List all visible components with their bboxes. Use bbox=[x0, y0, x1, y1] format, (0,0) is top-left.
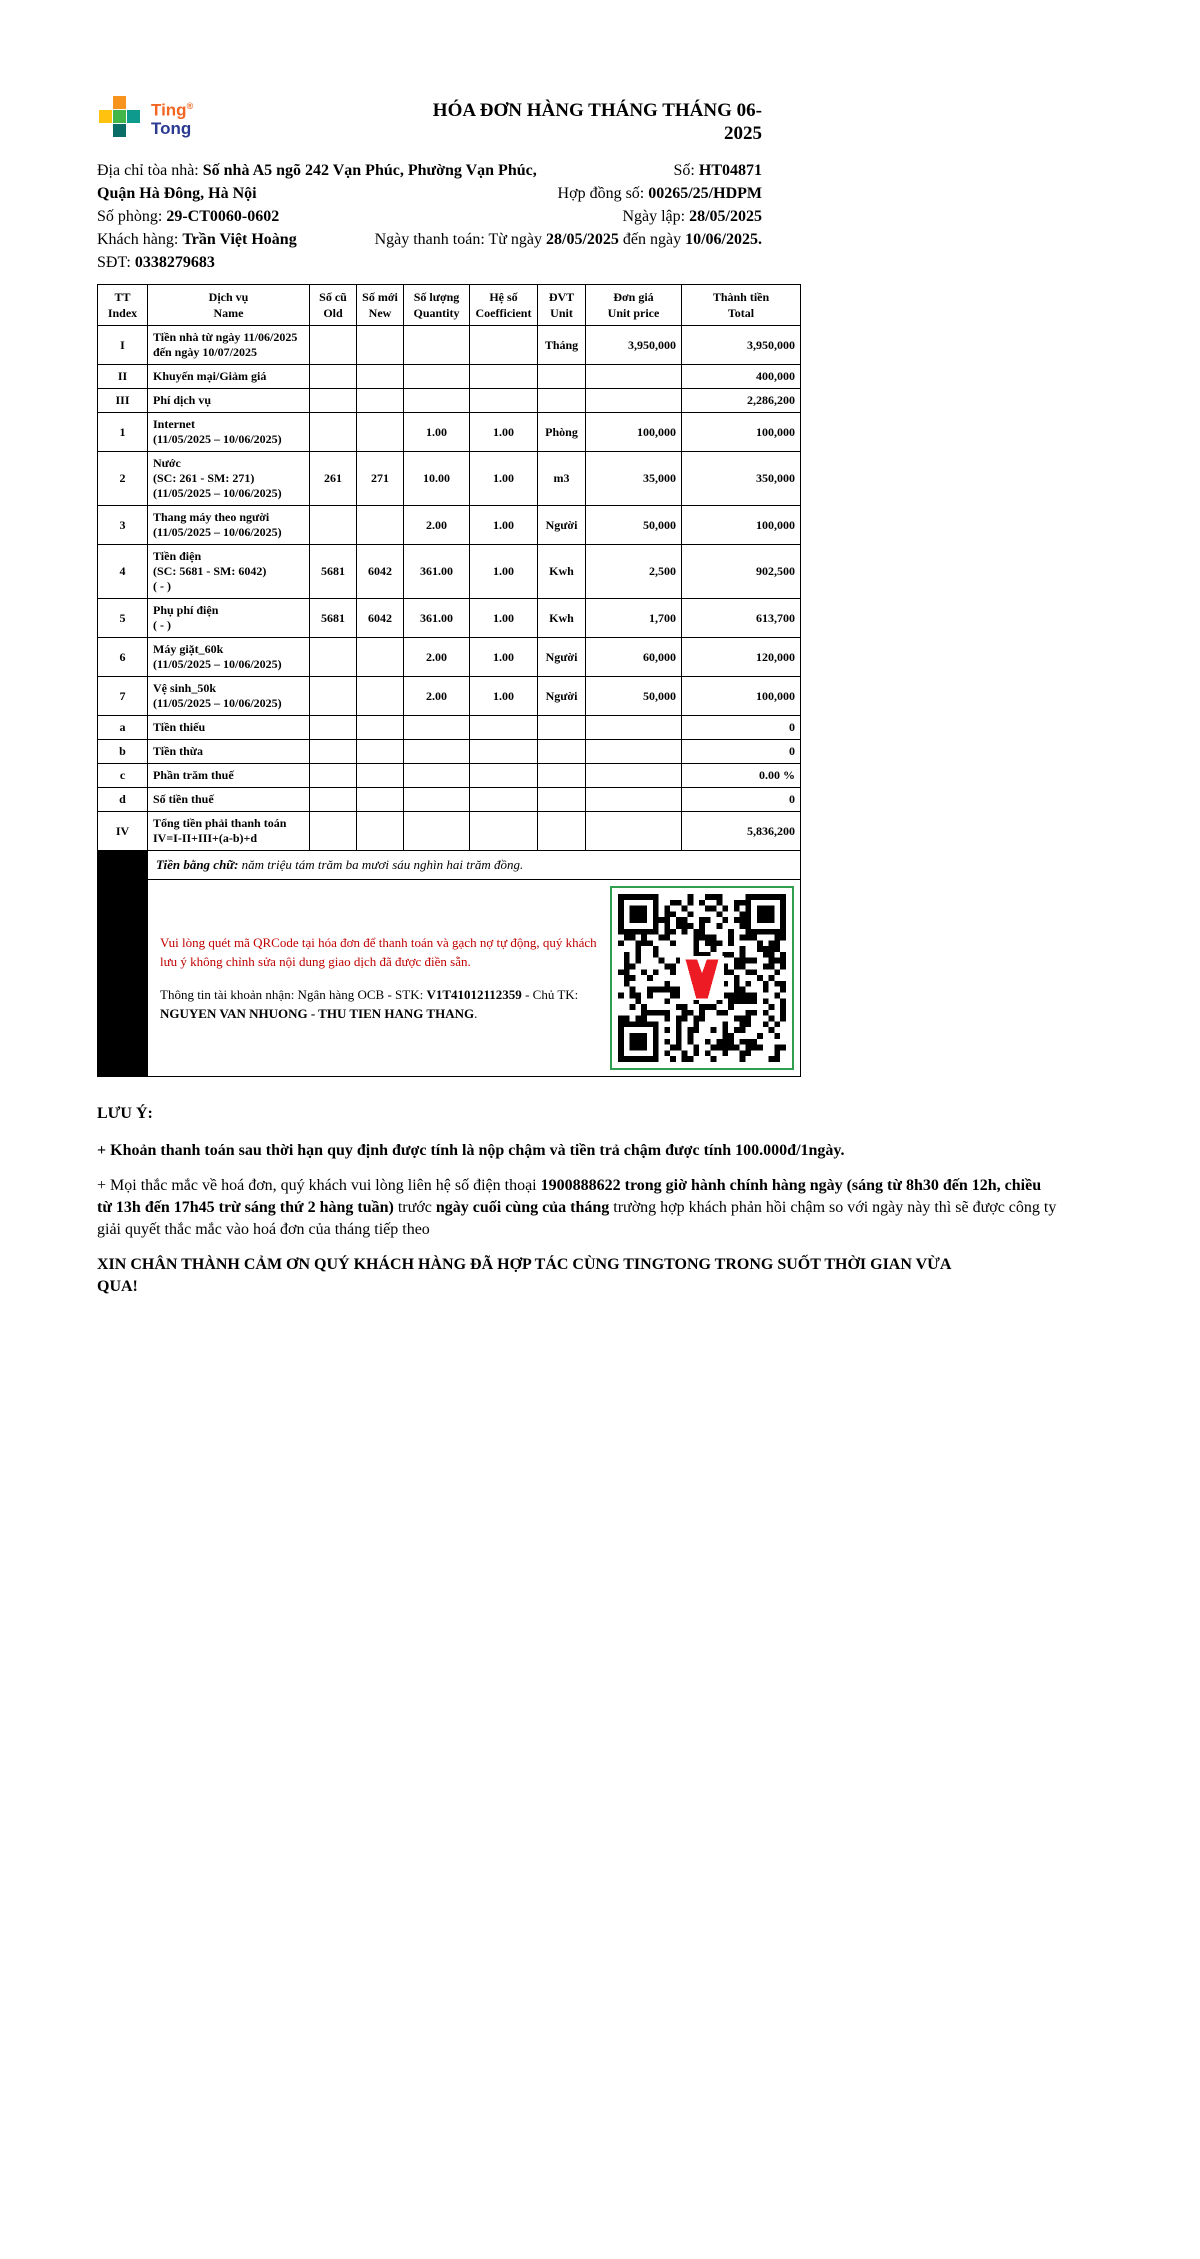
cell-total: 613,700 bbox=[682, 599, 801, 638]
service-row bbox=[98, 545, 801, 599]
cell-new bbox=[357, 389, 404, 413]
text-segment: Hợp đồng số: bbox=[557, 185, 649, 202]
cell-qty: 2.00 bbox=[404, 506, 470, 545]
cell-coef bbox=[470, 326, 538, 365]
cell-qty bbox=[404, 326, 470, 365]
qr-payment-content bbox=[154, 886, 794, 1070]
service-row bbox=[98, 788, 801, 812]
cell-name: Số tiền thuế bbox=[148, 788, 310, 812]
cell-unit: Kwh bbox=[538, 599, 586, 638]
cell-index: 3 bbox=[98, 506, 148, 545]
text-segment: 1900888622 trong giờ hành chính hàng ngày (sáng từ 8h30 đến 12h, chiều từ 13h đến 17h45 trừ sáng thứ 2 hàng tuần) bbox=[97, 1177, 1042, 1216]
logo-text-tong: Tong bbox=[151, 118, 192, 138]
cell-old bbox=[310, 677, 357, 716]
text-segment: đến ngày bbox=[618, 231, 686, 248]
cell-total: 100,000 bbox=[682, 506, 801, 545]
invoice-table bbox=[97, 284, 801, 1077]
cell-name: Phí dịch vụ bbox=[148, 389, 310, 413]
column-header: Hệ số Coefficient bbox=[470, 285, 538, 326]
cell-price bbox=[586, 788, 682, 812]
cell-index: 4 bbox=[98, 545, 148, 599]
cell-qty: 2.00 bbox=[404, 638, 470, 677]
cell-coef bbox=[470, 365, 538, 389]
cell-total: 400,000 bbox=[682, 365, 801, 389]
invoice-title: HÓA ĐƠN HÀNG THÁNG THÁNG 06-2025 bbox=[432, 100, 762, 144]
cell-qty bbox=[404, 788, 470, 812]
tingtong-logo-icon bbox=[97, 95, 142, 140]
qr-payment-cell bbox=[148, 880, 801, 1077]
cell-new bbox=[357, 716, 404, 740]
registered-mark: ® bbox=[186, 101, 194, 112]
text-segment: XIN CHÂN THÀNH CẢM ƠN QUÝ KHÁCH HÀNG ĐÃ HỢP TÁC CÙNG TINGTONG TRONG SUỐT THỜI GIAN VỪA QUA! bbox=[97, 1256, 951, 1295]
text-segment: Ngày lập: bbox=[622, 208, 690, 225]
cell-qty bbox=[404, 740, 470, 764]
cell-total: 5,836,200 bbox=[682, 812, 801, 851]
cell-name: Máy giặt_60k (11/05/2025 – 10/06/2025) bbox=[148, 638, 310, 677]
text-segment: + Khoản thanh toán sau thời hạn quy định được tính là nộp chậm và tiền trả chậm được tính 100.000đ/1ngày. bbox=[97, 1142, 845, 1159]
cell-unit: Kwh bbox=[538, 545, 586, 599]
cell-coef bbox=[470, 788, 538, 812]
cell-price: 3,950,000 bbox=[586, 326, 682, 365]
table-header-row bbox=[98, 285, 801, 326]
cell-price bbox=[586, 812, 682, 851]
table-header bbox=[98, 285, 801, 326]
amount-in-words-value: năm triệu tám trăm ba mươi sáu nghìn hai trăm đồng. bbox=[238, 857, 524, 872]
cell-name: Khuyến mại/Giảm giá bbox=[148, 365, 310, 389]
amount-in-words-label: Tiền bằng chữ: bbox=[156, 857, 239, 872]
tingtong-logo bbox=[97, 95, 193, 140]
cell-name: Tiền nhà từ ngày 11/06/2025 đến ngày 10/07/2025 bbox=[148, 326, 310, 365]
cell-name: Tiền điện (SC: 5681 - SM: 6042) ( - ) bbox=[148, 545, 310, 599]
column-header: ĐVT Unit bbox=[538, 285, 586, 326]
cell-new bbox=[357, 677, 404, 716]
cell-unit: Người bbox=[538, 506, 586, 545]
service-row bbox=[98, 326, 801, 365]
customer-phone bbox=[97, 251, 800, 274]
text-segment: . bbox=[474, 1006, 478, 1021]
text-segment: Khách hàng: bbox=[97, 231, 183, 248]
text-segment: NGUYEN VAN NHUONG - THU TIEN HANG THANG bbox=[160, 1006, 475, 1021]
logo-square-bottom bbox=[113, 124, 126, 137]
cell-index: II bbox=[98, 365, 148, 389]
table-footer bbox=[98, 851, 801, 1077]
text-segment: - Chủ TK: bbox=[521, 987, 579, 1002]
cell-price bbox=[586, 389, 682, 413]
cell-new bbox=[357, 413, 404, 452]
text-segment: Địa chỉ tòa nhà: bbox=[97, 162, 203, 179]
cell-new bbox=[357, 326, 404, 365]
cell-coef: 1.00 bbox=[470, 413, 538, 452]
thank-you-note bbox=[97, 1254, 967, 1298]
cell-unit bbox=[538, 788, 586, 812]
cell-name: Nước (SC: 261 - SM: 271) (11/05/2025 – 10/06/2025) bbox=[148, 452, 310, 506]
cell-coef: 1.00 bbox=[470, 452, 538, 506]
qr-code-pattern bbox=[618, 894, 786, 1062]
service-row bbox=[98, 599, 801, 638]
text-segment: trường hợp khách phản hồi chậm so với ngày này thì sẽ được công ty giải quyết thắc mắc vào hoá đơn của tháng tiếp theo bbox=[97, 1199, 1057, 1238]
contract-number bbox=[375, 182, 762, 205]
issue-date bbox=[375, 205, 762, 228]
cell-new bbox=[357, 812, 404, 851]
text-segment: 0338279683 bbox=[134, 254, 215, 271]
cell-qty: 10.00 bbox=[404, 452, 470, 506]
cell-total: 3,950,000 bbox=[682, 326, 801, 365]
cell-unit bbox=[538, 764, 586, 788]
cell-new: 6042 bbox=[357, 545, 404, 599]
service-row bbox=[98, 812, 801, 851]
cell-unit bbox=[538, 716, 586, 740]
cell-name: Thang máy theo người (11/05/2025 – 10/06/2025) bbox=[148, 506, 310, 545]
cell-total: 120,000 bbox=[682, 638, 801, 677]
cell-total: 0.00 % bbox=[682, 764, 801, 788]
service-row bbox=[98, 506, 801, 545]
cell-old bbox=[310, 788, 357, 812]
cell-old: 261 bbox=[310, 452, 357, 506]
cell-price: 50,000 bbox=[586, 506, 682, 545]
column-header: Số lượng Quantity bbox=[404, 285, 470, 326]
cell-total: 2,286,200 bbox=[682, 389, 801, 413]
cell-qty: 361.00 bbox=[404, 599, 470, 638]
column-header: Số cũ Old bbox=[310, 285, 357, 326]
cell-coef bbox=[470, 764, 538, 788]
cell-name: Phần trăm thuế bbox=[148, 764, 310, 788]
cell-old bbox=[310, 716, 357, 740]
column-header: Thành tiền Total bbox=[682, 285, 801, 326]
column-header: Dịch vụ Name bbox=[148, 285, 310, 326]
cell-old bbox=[310, 365, 357, 389]
cell-price: 35,000 bbox=[586, 452, 682, 506]
cell-index: 1 bbox=[98, 413, 148, 452]
logo-text bbox=[151, 97, 193, 138]
cell-coef bbox=[470, 716, 538, 740]
amount-in-words-row bbox=[98, 851, 801, 880]
cell-coef bbox=[470, 389, 538, 413]
cell-price: 100,000 bbox=[586, 413, 682, 452]
cell-qty bbox=[404, 365, 470, 389]
text-segment: Số nhà A5 ngõ 242 Vạn Phúc, Phường Vạn Phúc, bbox=[202, 162, 537, 179]
column-header: TT Index bbox=[98, 285, 148, 326]
cell-unit: Người bbox=[538, 638, 586, 677]
filled-corner-cell bbox=[98, 880, 148, 1077]
invoice-number bbox=[375, 159, 762, 182]
document-header bbox=[97, 95, 800, 145]
text-segment: ngày cuối cùng của tháng bbox=[435, 1199, 610, 1216]
cell-old bbox=[310, 389, 357, 413]
logo-square-center bbox=[113, 110, 126, 123]
filled-corner-cell bbox=[98, 851, 148, 880]
cell-price: 60,000 bbox=[586, 638, 682, 677]
cell-old bbox=[310, 812, 357, 851]
text-segment: 29-CT0060-0602 bbox=[166, 208, 280, 225]
invoice-meta bbox=[375, 159, 762, 251]
service-row bbox=[98, 677, 801, 716]
text-segment: 28/05/2025 bbox=[689, 208, 762, 225]
text-segment: Thông tin tài khoản nhận: Ngân hàng OCB - STK: bbox=[160, 987, 427, 1002]
column-header: Đơn giá Unit price bbox=[586, 285, 682, 326]
table-body bbox=[98, 326, 801, 851]
cell-old: 5681 bbox=[310, 545, 357, 599]
cell-price bbox=[586, 365, 682, 389]
cell-unit bbox=[538, 389, 586, 413]
cell-new bbox=[357, 365, 404, 389]
cell-index: c bbox=[98, 764, 148, 788]
cell-unit bbox=[538, 812, 586, 851]
text-segment: V1T41012112359 bbox=[426, 987, 522, 1002]
cell-index: d bbox=[98, 788, 148, 812]
qr-payment-notice: Vui lòng quét mã QRCode tại hóa đơn để thanh toán và gạch nợ tự động, quý khách lưu ý không chỉnh sửa nội dung giao dịch đã được điền sẵn. bbox=[160, 935, 597, 969]
cell-unit bbox=[538, 740, 586, 764]
cell-coef: 1.00 bbox=[470, 677, 538, 716]
cell-index: b bbox=[98, 740, 148, 764]
text-segment: Ngày thanh toán: Từ ngày bbox=[374, 231, 547, 248]
cell-unit: Người bbox=[538, 677, 586, 716]
text-segment: 28/05/2025 bbox=[546, 231, 619, 248]
cell-coef: 1.00 bbox=[470, 506, 538, 545]
cell-qty bbox=[404, 812, 470, 851]
cell-price: 1,700 bbox=[586, 599, 682, 638]
cell-new bbox=[357, 638, 404, 677]
qr-payment-texts bbox=[154, 933, 598, 1023]
cell-index: IV bbox=[98, 812, 148, 851]
cell-qty bbox=[404, 716, 470, 740]
cell-new bbox=[357, 764, 404, 788]
service-row bbox=[98, 716, 801, 740]
text-segment: 00265/25/HDPM bbox=[648, 185, 762, 202]
qr-row bbox=[98, 880, 801, 1077]
logo-square-top bbox=[113, 96, 126, 109]
cell-total: 0 bbox=[682, 788, 801, 812]
amount-in-words bbox=[148, 851, 801, 880]
cell-name: Phụ phí điện ( - ) bbox=[148, 599, 310, 638]
cell-total: 0 bbox=[682, 740, 801, 764]
cell-index: 2 bbox=[98, 452, 148, 506]
cell-price bbox=[586, 764, 682, 788]
cell-new bbox=[357, 788, 404, 812]
text-segment: 10/06/2025. bbox=[685, 231, 762, 248]
notes-heading: LƯU Ý: bbox=[97, 1105, 153, 1122]
cell-coef bbox=[470, 812, 538, 851]
logo-word-ting: Ting bbox=[151, 100, 187, 120]
cell-index: 7 bbox=[98, 677, 148, 716]
cell-index: 6 bbox=[98, 638, 148, 677]
cell-index: III bbox=[98, 389, 148, 413]
service-row bbox=[98, 413, 801, 452]
cell-unit: m3 bbox=[538, 452, 586, 506]
cell-new: 271 bbox=[357, 452, 404, 506]
cell-total: 0 bbox=[682, 716, 801, 740]
cell-name: Tiền thiếu bbox=[148, 716, 310, 740]
text-segment: Quận Hà Đông, Hà Nội bbox=[97, 185, 257, 202]
cell-old bbox=[310, 506, 357, 545]
cell-index: 5 bbox=[98, 599, 148, 638]
cell-name: Internet (11/05/2025 – 10/06/2025) bbox=[148, 413, 310, 452]
service-row bbox=[98, 638, 801, 677]
service-row bbox=[98, 452, 801, 506]
cell-qty bbox=[404, 764, 470, 788]
cell-price: 2,500 bbox=[586, 545, 682, 599]
cell-coef: 1.00 bbox=[470, 638, 538, 677]
cell-qty: 2.00 bbox=[404, 677, 470, 716]
cell-coef: 1.00 bbox=[470, 545, 538, 599]
text-segment: trước bbox=[393, 1199, 436, 1216]
notes-section bbox=[97, 1103, 1057, 1298]
bank-account-info bbox=[160, 985, 598, 1023]
cell-total: 100,000 bbox=[682, 677, 801, 716]
cell-new: 6042 bbox=[357, 599, 404, 638]
logo-square-left bbox=[99, 110, 112, 123]
cell-old bbox=[310, 740, 357, 764]
service-row bbox=[98, 389, 801, 413]
logo-text-ting bbox=[151, 97, 193, 120]
cell-new bbox=[357, 740, 404, 764]
text-segment: Số phòng: bbox=[97, 208, 167, 225]
cell-price bbox=[586, 716, 682, 740]
cell-name: Tổng tiền phải thanh toán IV=I-II+III+(a-b)+d bbox=[148, 812, 310, 851]
text-segment: SĐT: bbox=[97, 254, 135, 271]
cell-coef bbox=[470, 740, 538, 764]
column-header: Số mới New bbox=[357, 285, 404, 326]
cell-total: 902,500 bbox=[682, 545, 801, 599]
text-segment: Số: bbox=[673, 162, 699, 179]
cell-old: 5681 bbox=[310, 599, 357, 638]
text-segment: Trần Việt Hoàng bbox=[182, 231, 297, 248]
cell-old bbox=[310, 764, 357, 788]
late-payment-note bbox=[97, 1140, 1057, 1162]
cell-coef: 1.00 bbox=[470, 599, 538, 638]
logo-square-right bbox=[127, 110, 140, 123]
cell-new bbox=[357, 506, 404, 545]
service-row bbox=[98, 365, 801, 389]
cell-name: Vệ sinh_50k (11/05/2025 – 10/06/2025) bbox=[148, 677, 310, 716]
cell-qty: 361.00 bbox=[404, 545, 470, 599]
cell-unit bbox=[538, 365, 586, 389]
cell-index: a bbox=[98, 716, 148, 740]
payment-period bbox=[375, 228, 762, 251]
service-row bbox=[98, 764, 801, 788]
qr-code bbox=[610, 886, 794, 1070]
service-row bbox=[98, 740, 801, 764]
info-section bbox=[97, 159, 800, 274]
cell-old bbox=[310, 638, 357, 677]
cell-old bbox=[310, 413, 357, 452]
text-segment: HT04871 bbox=[698, 162, 762, 179]
text-segment: + Mọi thắc mắc về hoá đơn, quý khách vui lòng liên hệ số điện thoại bbox=[97, 1177, 541, 1194]
cell-total: 350,000 bbox=[682, 452, 801, 506]
cell-price bbox=[586, 740, 682, 764]
cell-price: 50,000 bbox=[586, 677, 682, 716]
hotline-note bbox=[97, 1175, 1057, 1241]
cell-qty bbox=[404, 389, 470, 413]
cell-old bbox=[310, 326, 357, 365]
cell-qty: 1.00 bbox=[404, 413, 470, 452]
cell-unit: Phòng bbox=[538, 413, 586, 452]
cell-index: I bbox=[98, 326, 148, 365]
cell-total: 100,000 bbox=[682, 413, 801, 452]
cell-name: Tiền thừa bbox=[148, 740, 310, 764]
cell-unit: Tháng bbox=[538, 326, 586, 365]
